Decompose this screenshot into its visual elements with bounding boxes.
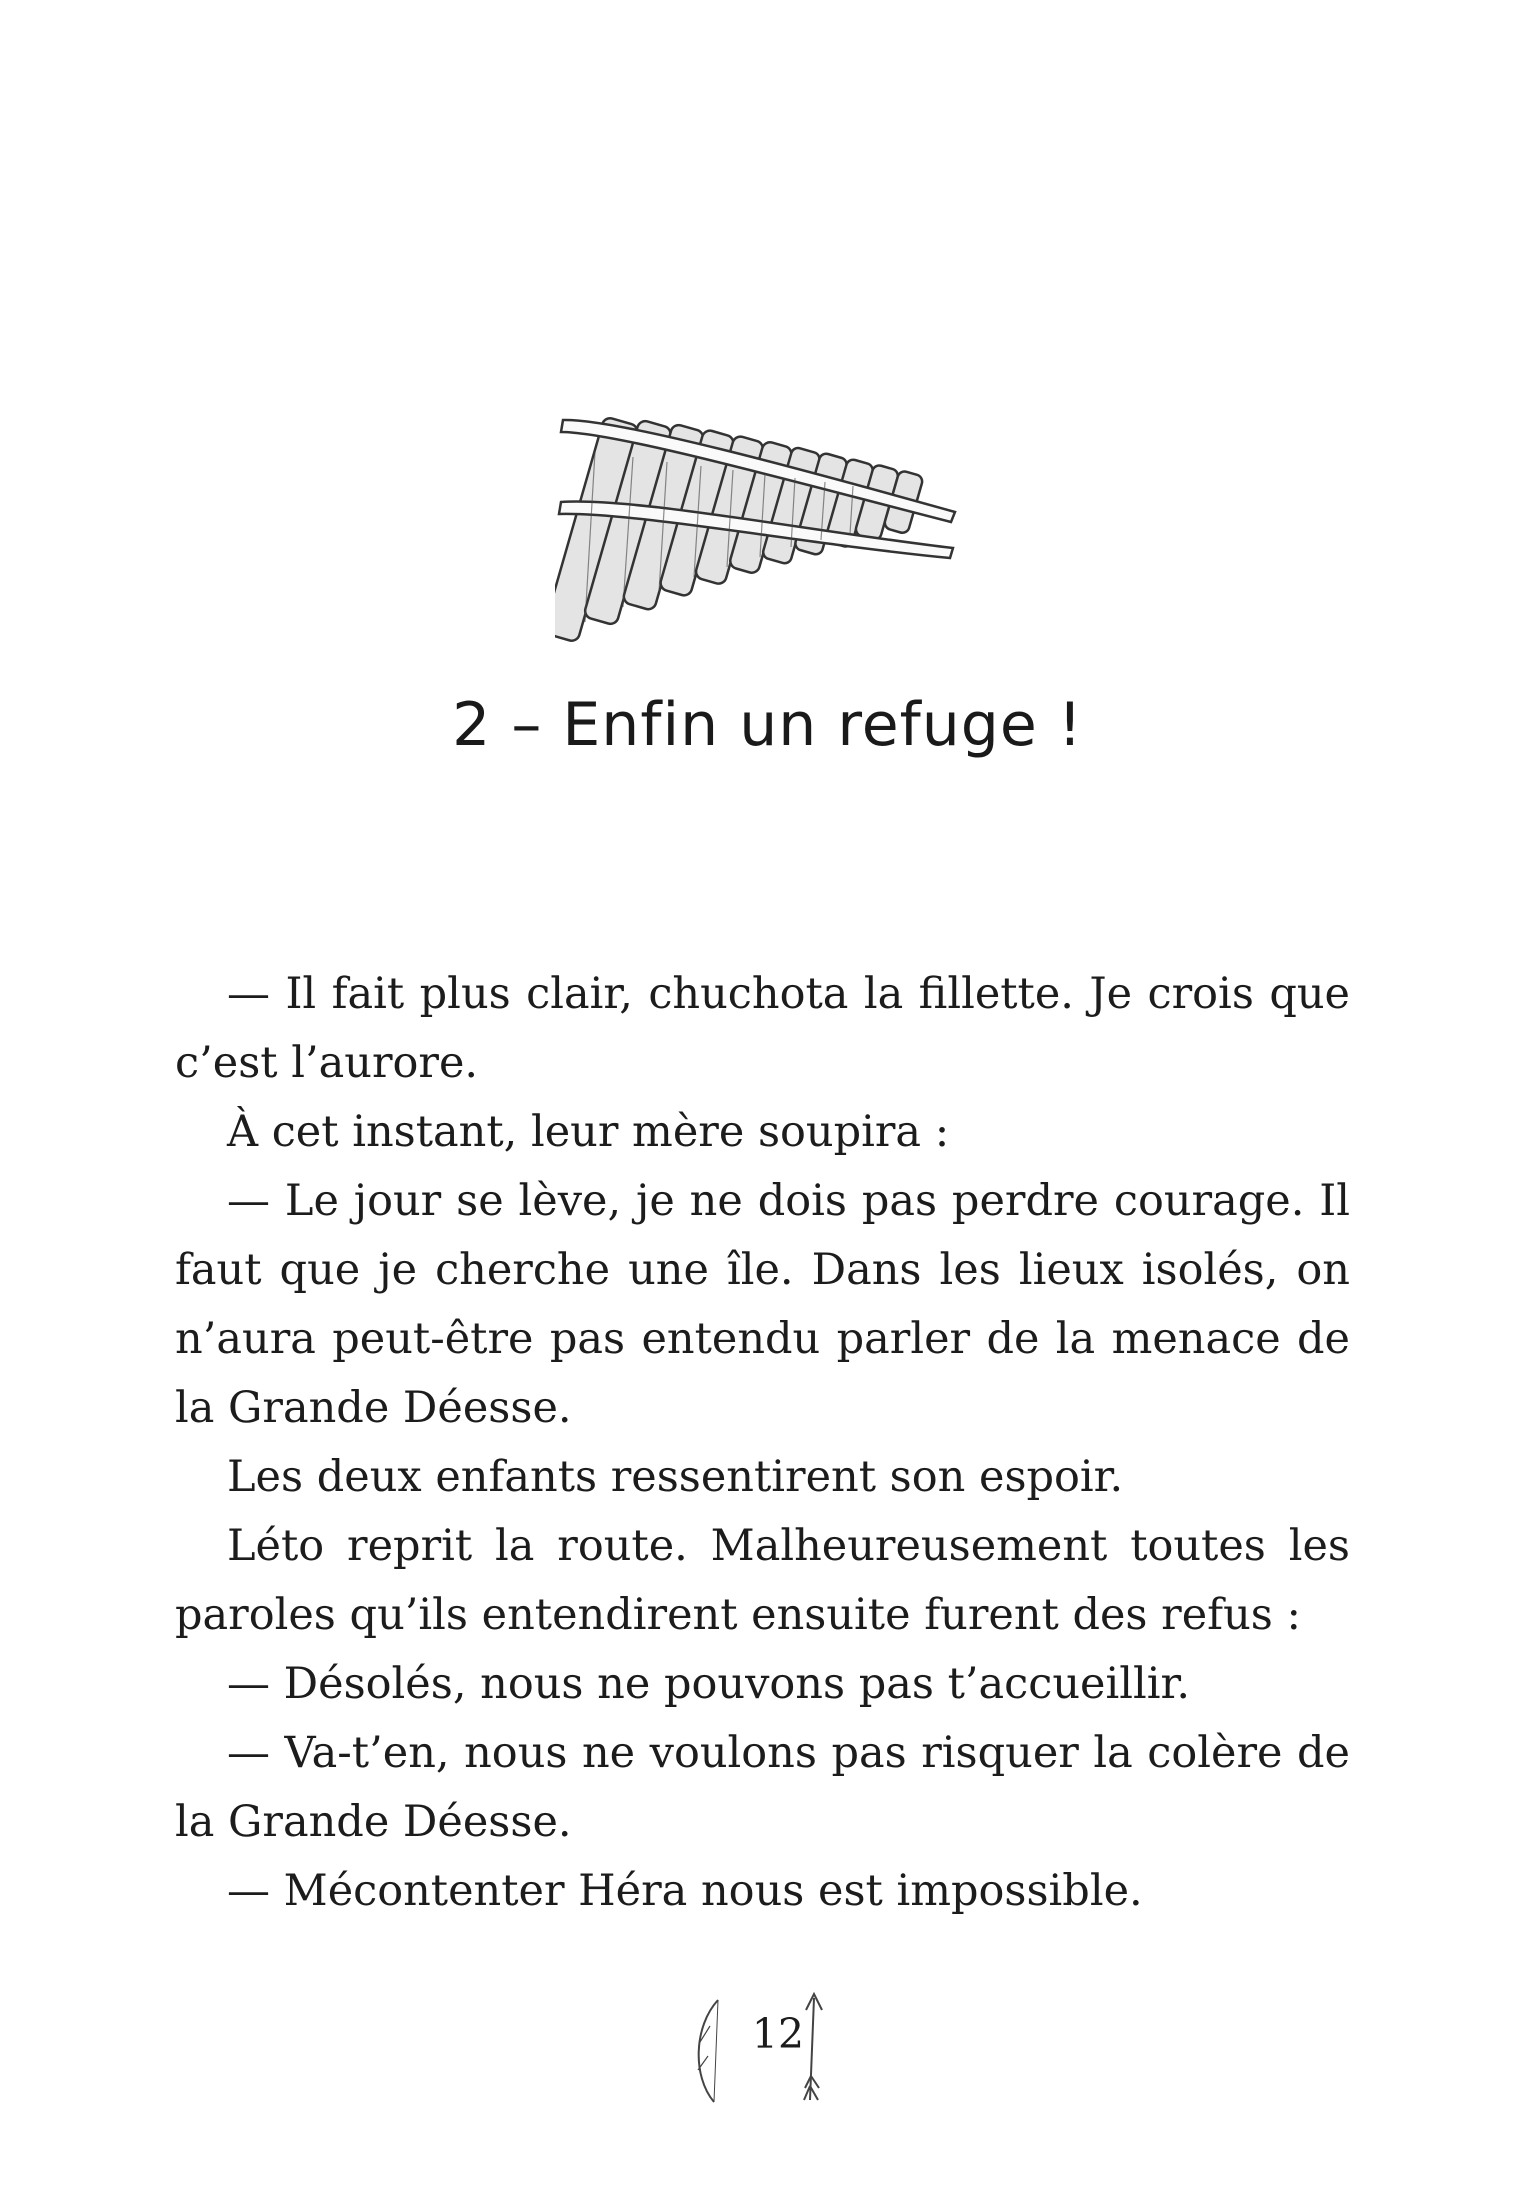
paragraph: — Il fait plus clair, chuchota la fillette. Je crois que c’est l’aurore. [175,969,1350,1088]
pan-flute-icon [555,362,975,652]
paragraph: — Désolés, nous ne pouvons pas t’accueillir. [227,1659,1190,1709]
page-number: 12 [751,2010,805,2058]
chapter-title: 2 – Enfin un refuge ! [452,690,1083,760]
arrow-icon [800,1990,836,2105]
chapter-text [175,960,1350,1926]
paragraph: — Va-t’en, nous ne voulons pas risquer la colère de la Grande Déesse. [175,1728,1350,1847]
bow-icon [688,1996,736,2106]
paragraph: — Le jour se lève, je ne dois pas perdre courage. Il faut que je cherche une île. Dans les lieux isolés, on n’aura peut-être pas entendu parler de la menace de la Grande Déesse. [175,1176,1350,1433]
page-footer [0,1990,1535,2110]
paragraph: — Mécontenter Héra nous est impossible. [227,1866,1143,1916]
paragraph: À cet instant, leur mère soupira : [227,1107,950,1157]
paragraph: Léto reprit la route. Malheureusement toutes les paroles qu’ils entendirent ensuite furent des refus : [175,1521,1350,1640]
paragraph: Les deux enfants ressentirent son espoir. [227,1452,1124,1502]
